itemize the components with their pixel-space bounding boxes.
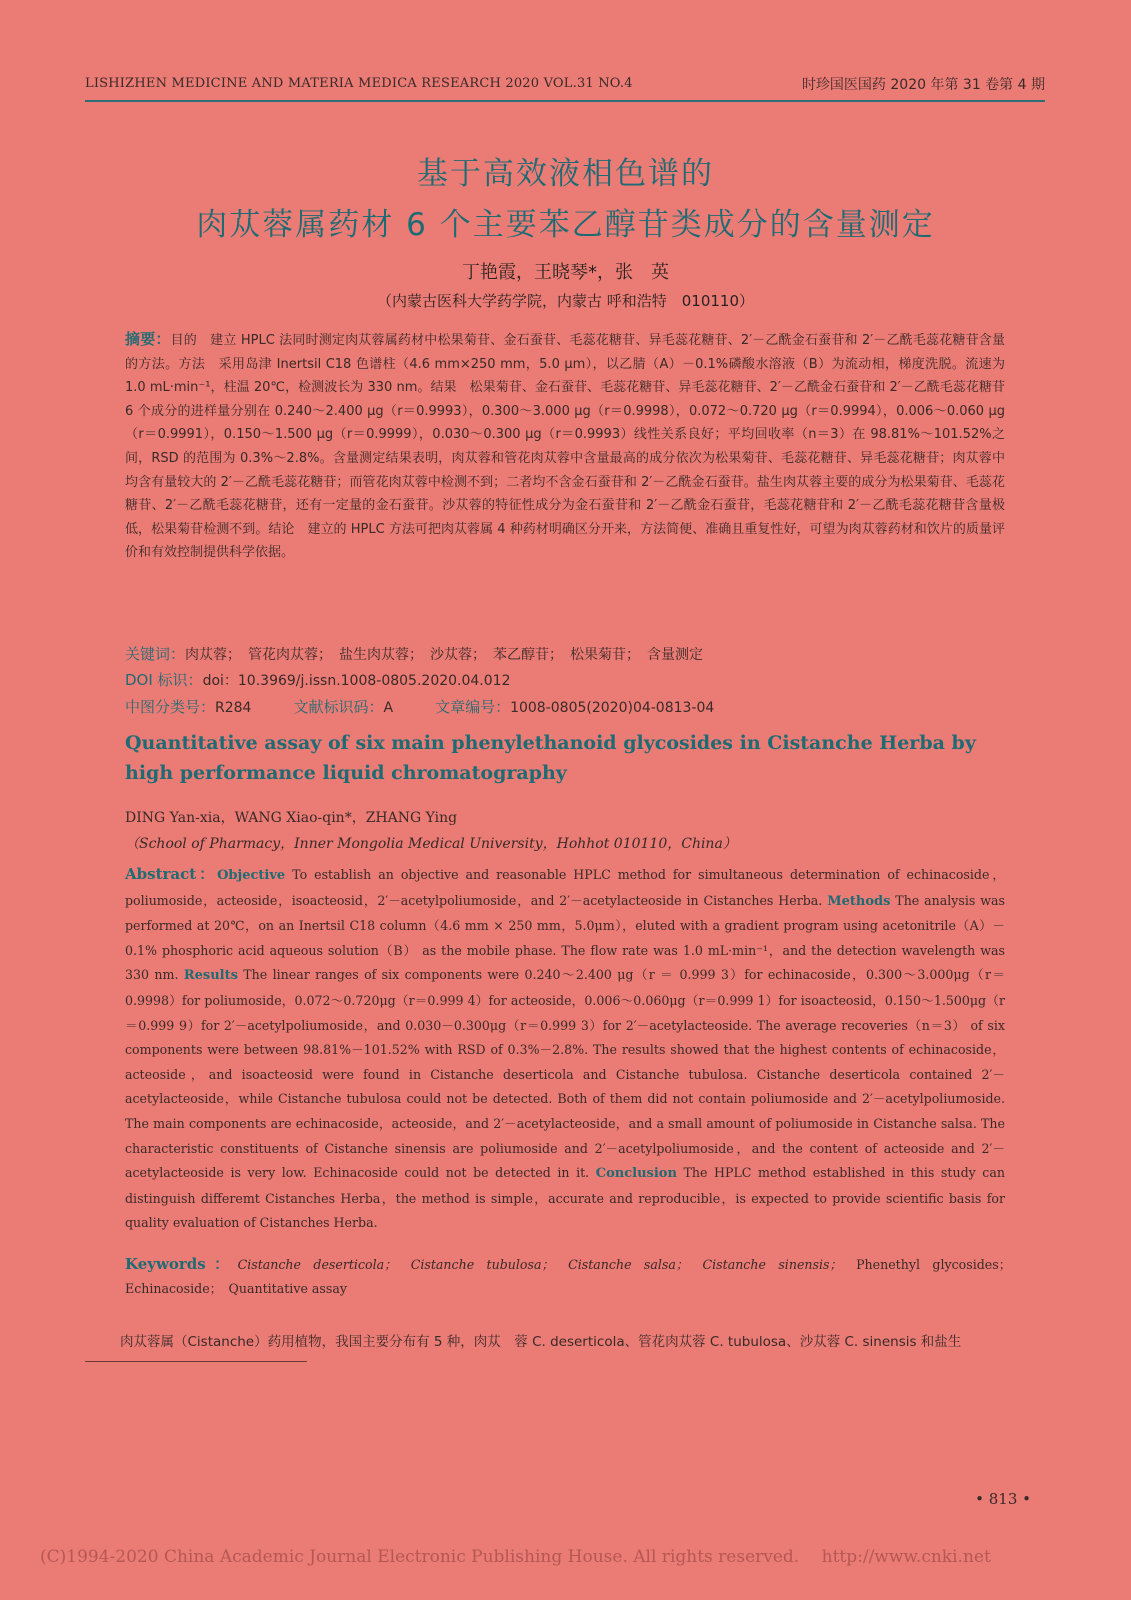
doi-value: doi：10.3969/j.issn.1008-0805.2020.04.012 bbox=[202, 673, 511, 689]
page-number: • 813 • bbox=[975, 1490, 1031, 1508]
affiliation-cn: （内蒙古医科大学药学院，内蒙古 呼和浩特 010110） bbox=[376, 292, 755, 310]
abstract-en-label: Abstract： bbox=[125, 865, 218, 883]
keyword-en: Cistanche deserticola； bbox=[237, 1257, 397, 1272]
keyword-en: Cistanche tubulosa； bbox=[410, 1257, 555, 1272]
abstract-cn-text: 目的 建立 HPLC 法同时测定肉苁蓉属药材中松果菊苷、金石蚕苷、毛蕊花糖苷、异毛蕊花糖苷、2′－乙酰金石蚕苷和 2′－乙酰毛蕊花糖苷含量的方法。方法 采用岛津 Inertsil C18 色谱柱（4.6 mm×250 mm，5.0 μm），以乙腈（A）－0.1%磷酸水溶液（B）为流动相，梯度洗脱。流速为 1.0 mL·min⁻¹，柱温 20℃，检测波长为 330 nm。结果 松果菊苷、金石蚕苷、毛蕊花糖苷、异毛蕊花糖苷、2′－乙酰金石蚕苷和 2′－乙酰毛蕊花糖苷 6 个成分的进样量分别在 0.240～2.400 μg（r＝0.9993），0.300～3.000 μg（r＝0.9998），0.072～0.720 μg（r＝0.9994），0.006～0.060 μg（r＝0.9991），0.150～1.500 μg（r＝0.9999），0.030～0.300 μg（r＝0.9993）线性关系良好；平均回收率（n＝3）在 98.81%～101.52%之间，RSD 的范围为 0.3%～2.8%。含量测定结果表明，肉苁蓉和管花肉苁蓉中含量最高的成分依次为松果菊苷、毛蕊花糖苷、异毛蕊花糖苷；肉苁蓉中均含有量较大的 2′－乙酰毛蕊花糖苷；而管花肉苁蓉中检测不到；二者均不含金石蚕苷和 2′－乙酰金石蚕苷。盐生肉苁蓉主要的成分为松果菊苷、毛蕊花糖苷、2′－乙酰毛蕊花糖苷，还有一定量的金石蚕苷。沙苁蓉的特征性成分为金石蚕苷和 2′－乙酰金石蚕苷，毛蕊花糖苷和 2′－乙酰毛蕊花糖苷含量极低，松果菊苷检测不到。结论 建立的 HPLC 方法可把肉苁蓉属 4 种药材明确区分开来，方法简便、准确且重复性好，可望为肉苁蓉药材和饮片的质量评价和有效控制提供科学依据。 bbox=[125, 333, 1005, 561]
doc-code-value: A bbox=[383, 700, 394, 716]
keywords-en-rest: Phenethyl glycosides； Echinacoside； Quantitative assay bbox=[125, 1257, 1018, 1296]
objective-label: Objective bbox=[217, 868, 286, 883]
title-line-1: 基于高效液相色谱的 bbox=[417, 156, 714, 192]
keywords-cn-text: 肉苁蓉； 管花肉苁蓉； 盐生肉苁蓉； 沙苁蓉； 苯乙醇苷； 松果菊苷； 含量测定 bbox=[185, 647, 704, 663]
keywords-en-label: Keywords： bbox=[125, 1255, 238, 1273]
classification-line bbox=[125, 696, 1005, 717]
conclusion-label: Conclusion bbox=[595, 1166, 677, 1182]
abstract-cn bbox=[125, 328, 1005, 565]
keywords-cn bbox=[125, 643, 1005, 664]
copyright-watermark: (C)1994-2020 China Academic Journal Electronic Publishing House. All rights reserved. http://www.cnki.net bbox=[40, 1547, 991, 1567]
objective-text: To establish an objective and reasonable HPLC method for simultaneous determination of echinacoside，poliumoside，acteoside，isoacteosid，2′－acetylpoliumoside，and 2′－acetylacteoside in Cistanches Herba. bbox=[125, 867, 1005, 908]
authors-cn: 丁艳霞，王晓琴*，张 英 bbox=[462, 262, 669, 283]
header-rule bbox=[85, 100, 1045, 102]
keywords-cn-label: 关键词： bbox=[125, 645, 186, 663]
article-no-value: 1008-0805(2020)04-0813-04 bbox=[510, 700, 715, 716]
abstract-en bbox=[125, 862, 1005, 1236]
journal-name-cn: 时珍国医国药 2020 年第 31 卷第 4 期 bbox=[801, 77, 1045, 93]
article-no-label: 文章编号： bbox=[435, 698, 511, 716]
journal-name-en: LISHIZHEN MEDICINE AND MATERIA MEDICA RESEARCH 2020 VOL.31 NO.4 bbox=[85, 76, 633, 91]
clc-value: R284 bbox=[215, 700, 252, 716]
doi-line bbox=[125, 669, 1005, 690]
title-en: Quantitative assay of six main phenylethanoid glycosides in Cistanche Herba by high performance liquid chromatography bbox=[125, 732, 976, 784]
keyword-en: Cistanche salsa； bbox=[568, 1257, 689, 1272]
doi-label: DOI 标识： bbox=[125, 671, 203, 689]
running-header bbox=[85, 74, 1045, 96]
results-label: Results bbox=[183, 968, 238, 984]
affiliation-en: （School of Pharmacy，Inner Mongolia Medical University，Hohhot 010110，China） bbox=[125, 836, 737, 852]
conclusion-text: The HPLC method established in this study can distinguish differemt Cistanches Herba，the method is simple，accurate and reproducible，is expected to provide scientific basis for quality evaluation of Cistanches Herba. bbox=[125, 1165, 1005, 1231]
clc-label: 中图分类号： bbox=[125, 698, 216, 716]
title-line-2: 肉苁蓉属药材 6 个主要苯乙醇苷类成分的含量测定 bbox=[196, 207, 935, 243]
keyword-en: Cistanche sinensis； bbox=[702, 1257, 843, 1272]
methods-label: Methods bbox=[827, 893, 891, 909]
authors-en: DING Yan-xia，WANG Xiao-qin*，ZHANG Ying bbox=[125, 810, 458, 826]
intro-paragraph: 肉苁蓉属（Cistanche）药用植物，我国主要分布有 5 种，肉苁 蓉 C. deserticola、管花肉苁蓉 C. tubulosa、沙苁蓉 C. sinensis 和盐生 bbox=[120, 1334, 962, 1350]
doc-code-label: 文献标识码： bbox=[293, 698, 384, 716]
footnote-rule bbox=[85, 1361, 307, 1362]
keywords-en bbox=[125, 1252, 1018, 1301]
abstract-cn-label: 摘要： bbox=[125, 330, 171, 348]
results-text: The linear ranges of six components were 0.240～2.400 μg（r ＝ 0.999 3）for echinacoside，0.300～3.000μg（r＝0.9998）for poliumoside，0.072～0.720μg（r＝0.999 4）for acteoside，0.006～0.060μg（r＝0.999 1）for isoacteosid，0.150～1.500μg（r＝0.999 9）for 2′－acetylpoliumoside，and 0.030－0.300μg（r＝0.999 3）for 2′－acetylacteoside. The average recoveries（n＝3） of six components were between 98.81%－101.52% with RSD of 0.3%－2.8%. The results showed that the highest contents of echinacoside，acteoside，and isoacteosid were found in Cistanche deserticola and Cistanche tubulosa. Cistanche deserticola contained 2′－ acetylacteoside，while Cistanche tubulosa could not be detected. Both of them did not contain poliumoside and 2′－acetylpoliumoside. The main components are echinacoside，acteoside，and 2′－acetylacteoside，and a small amount of poliumoside in Cistanche salsa. The characteristic constituents of Cistanche sinensis are poliumoside and 2′－acetylpoliumoside，and the content of acteoside and 2′－acetylacteoside is very low. Echinacoside could not be detected in it. bbox=[125, 967, 1005, 1181]
methods-text: The analysis was performed at 20℃，on an Inertsil C18 column（4.6 mm × 250 mm，5.0μm），eluted with a gradient program using acetonitrile（A）－0.1% phosphoric acid aqueous solution（B） as the mobile phase. The flow rate was 1.0 mL·min⁻¹，and the detection wavelength was 330 nm. bbox=[125, 892, 1005, 983]
